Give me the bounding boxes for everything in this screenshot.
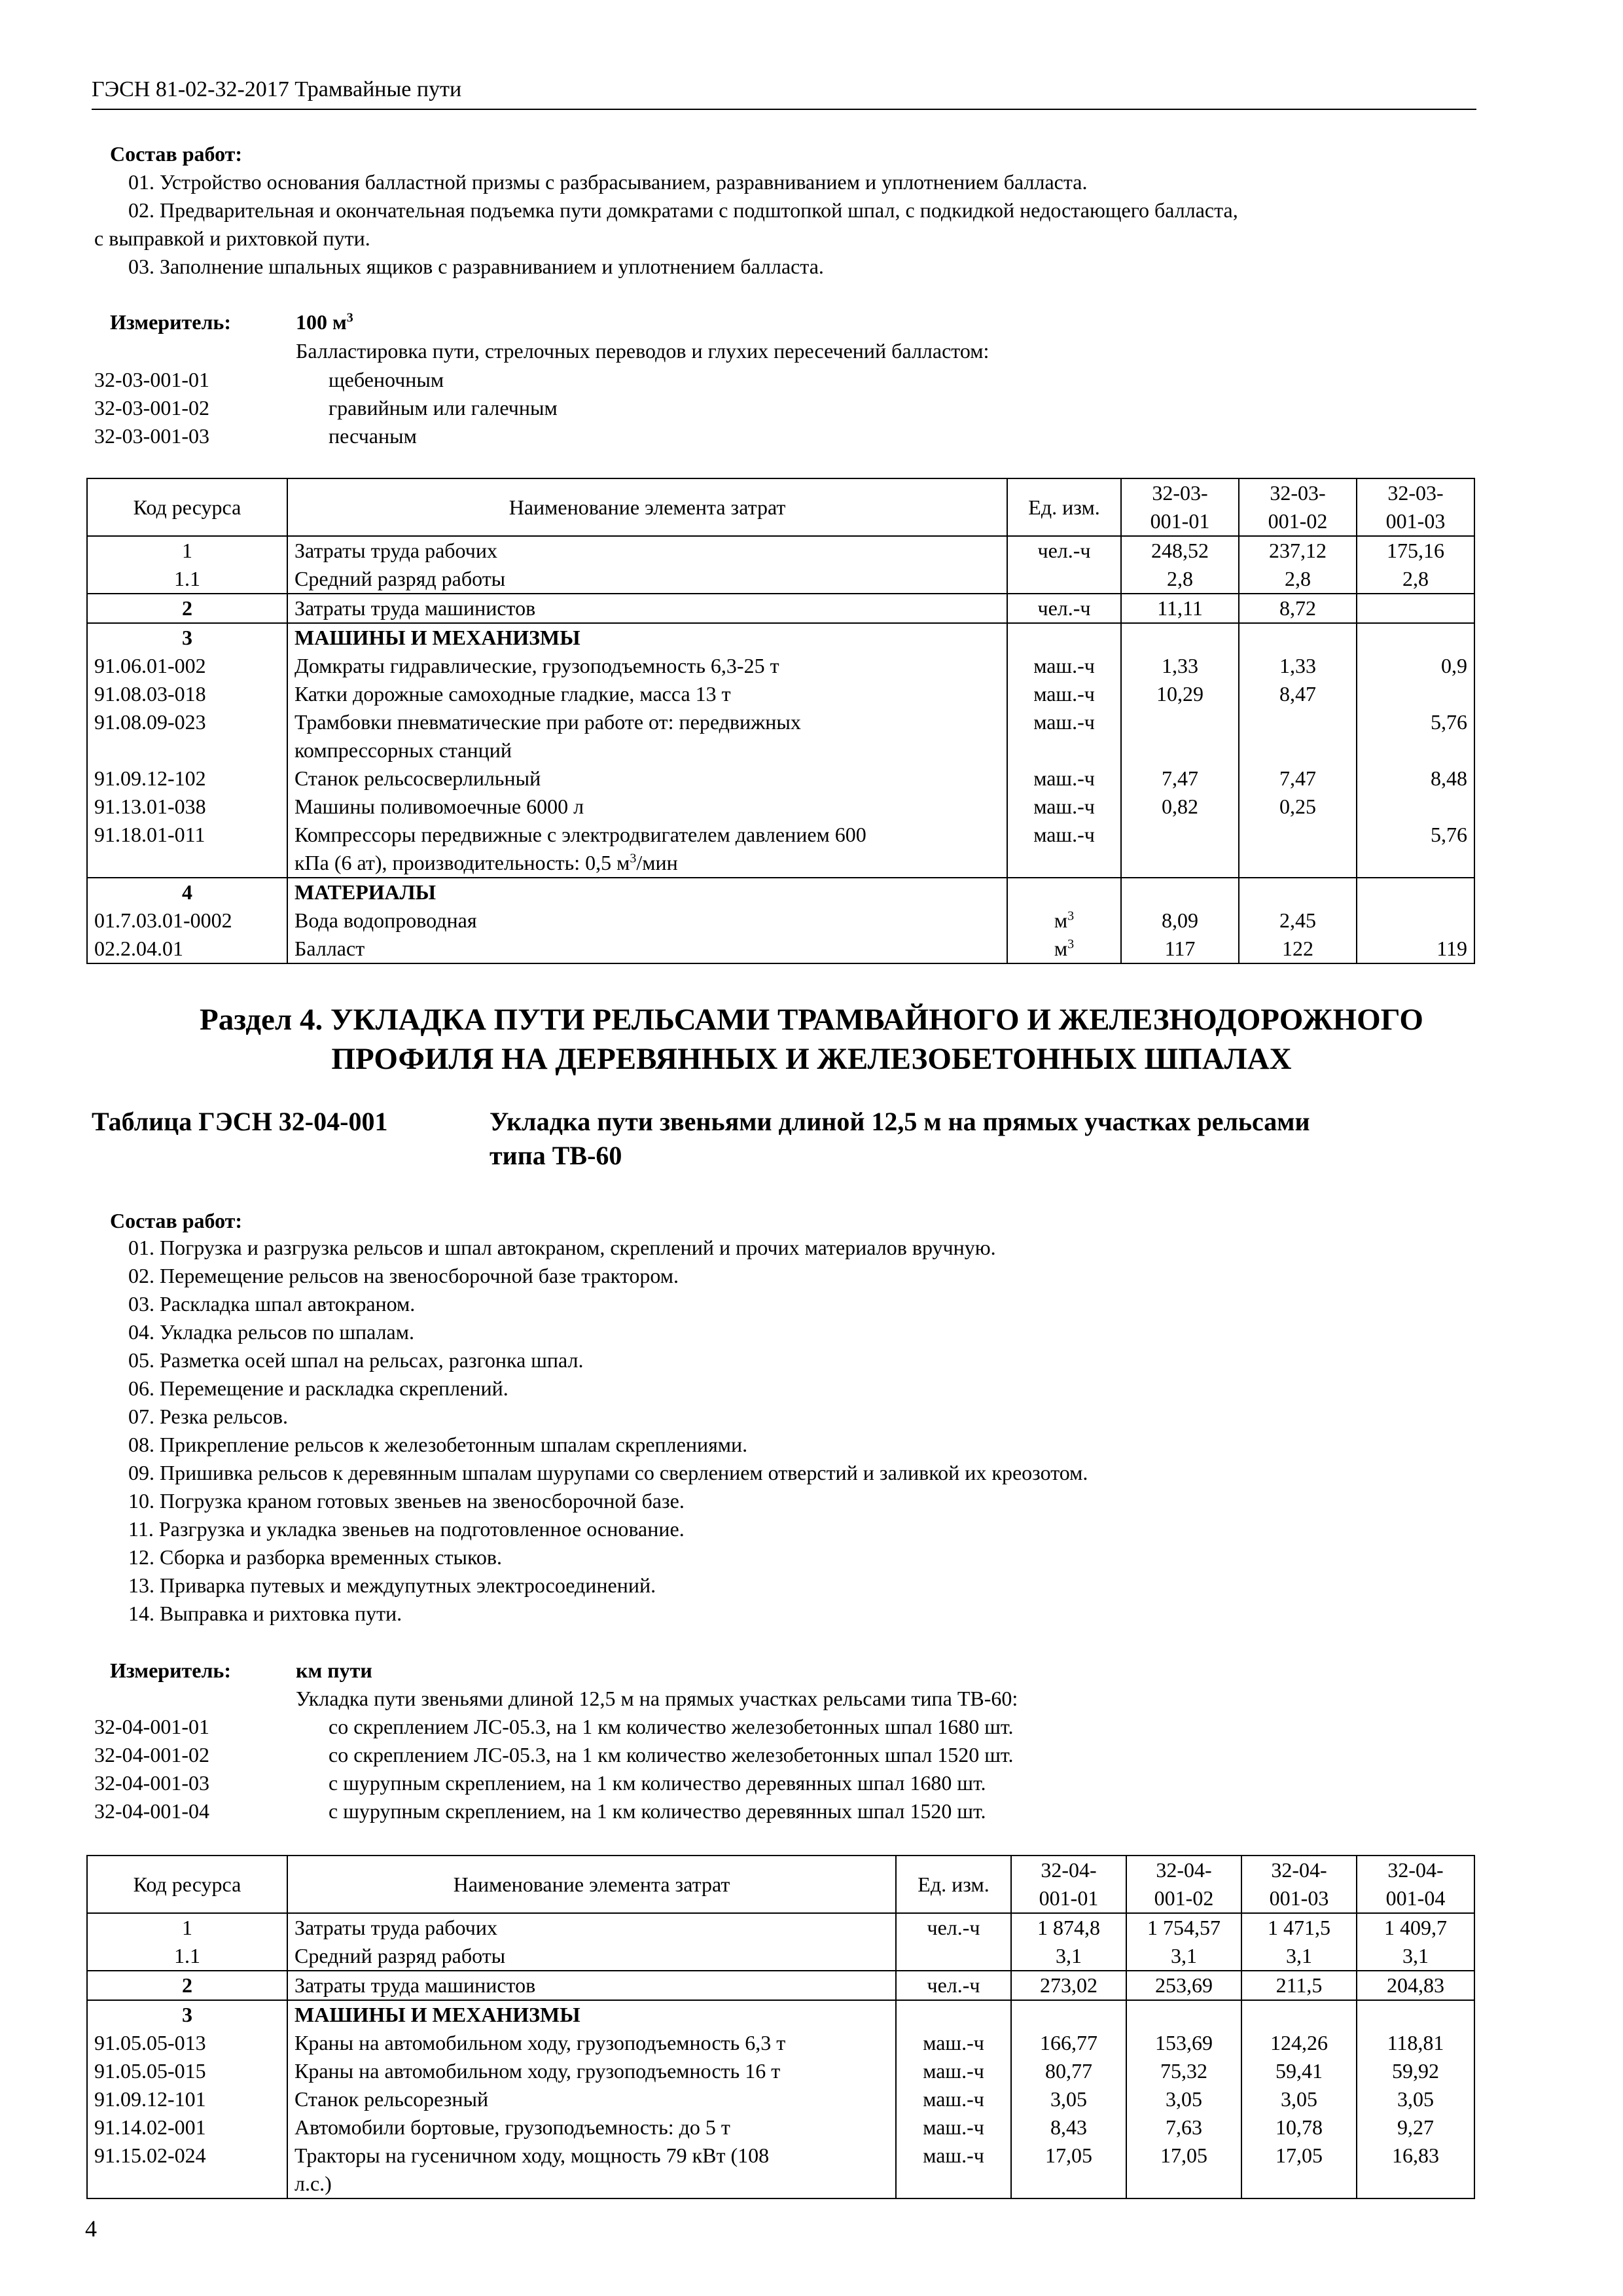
work-item: с выправкой и рихтовкой пути. [94,226,370,250]
table-row: 3 МАШИНЫ И МЕХАНИЗМЫ [87,623,1474,652]
work-item: 13. Приварка путевых и междупутных электросоединений. [128,1573,656,1597]
table-row: 01.7.03.01-0002 Вода водопроводная $м^3$ 8,09 2,45 [87,906,1474,935]
running-header: ГЭСН 81-02-32-2017 Трамвайные пути [92,77,462,101]
table-row: 1.1 Средний разряд работы 2,8 2,8 2,8 [87,565,1474,594]
table-row: 91.08.09-023 Трамбовки пневматические при работе от: передвижных компрессорных станций маш.-ч 5,76 [87,708,1474,764]
table-row: 91.06.01-002 Домкраты гидравлические, грузоподъемность 6,3-25 т маш.-ч 1,33 1,33 0,9 [87,652,1474,680]
section-title-line1: Раздел 4. УКЛАДКА ПУТИ РЕЛЬСАМИ ТРАМВАЙНОГО И ЖЕЛЕЗНОДОРОЖНОГО [200,1003,1423,1037]
norm-text: щебеночным [329,368,444,391]
table-row: 91.09.12-102 Станок рельсосверлильный маш.-ч 7,47 7,47 8,48 [87,764,1474,793]
resource-table-2 [86,1855,1475,2199]
work-item: 06. Перемещение и раскладка скреплений. [128,1376,508,1400]
table-row: 91.15.02-024 Тракторы на гусеничном ходу, мощность 79 кВт (108 л.с.) маш.-ч 17,05 17,05 17,05 16,83 [87,2142,1474,2198]
work-item: 11. Разгрузка и укладка звеньев на подготовленное основание. [128,1517,685,1541]
norm-code: 32-04-001-03 [94,1771,209,1795]
col-header-norm: 32-04- 001-01 [1011,1856,1126,1913]
table-row: 1.1 Средний разряд работы 3,1 3,1 3,1 3,1 [87,1942,1474,1971]
meter-value: км пути [296,1659,372,1682]
norm-code: 32-04-001-01 [94,1715,209,1738]
header-rule [92,109,1476,110]
table-label: Таблица ГЭСН 32-04-001 [92,1107,388,1136]
work-item: 12. Сборка и разборка временных стыков. [128,1545,503,1569]
meter-value: 100 $м^3$ [296,310,353,334]
norm-text: с шурупным скреплением, на 1 км количество деревянных шпал 1520 шт. [329,1799,986,1823]
work-item: 10. Погрузка краном готовых звеньев на звеносборочной базе. [128,1489,685,1513]
work-item: 01. Погрузка и разгрузка рельсов и шпал автокраном, скреплений и прочих материалов вручную. [128,1236,996,1259]
table-row: 3 МАШИНЫ И МЕХАНИЗМЫ [87,2000,1474,2029]
work-item: 08. Прикрепление рельсов к железобетонным шпалам скреплениями. [128,1433,748,1456]
meter-label: Измеритель: [110,1659,231,1682]
norm-code: 32-03-001-01 [94,368,209,391]
table-row: 91.09.12-101 Станок рельсорезный маш.-ч 3,05 3,05 3,05 3,05 [87,2085,1474,2113]
page-number: 4 [85,2215,97,2242]
resource-table-1 [86,478,1475,964]
table-title: Укладка пути звеньями длиной 12,5 м на прямых участках рельсами [490,1107,1310,1136]
work-item: 03. Заполнение шпальных ящиков с разравниванием и уплотнением балласта. [128,255,824,278]
norm-code: 32-03-001-02 [94,396,209,420]
work-item: 01. Устройство основания балластной призмы с разбрасыванием, разравниванием и уплотнением балласта. [128,170,1088,194]
table-row: 2 Затраты труда машинистов чел.-ч 273,02 253,69 211,5 204,83 [87,1971,1474,2000]
work-item: 02. Предварительная и окончательная подъемка пути домкратами с подштопкой шпал, с подкидкой недостающего балласта, [128,198,1238,222]
col-header-name: Наименование элемента затрат [287,478,1007,536]
norm-code: 32-04-001-02 [94,1743,209,1767]
work-item: 05. Разметка осей шпал на рельсах, разгонка шпал. [128,1348,584,1372]
norm-text: песчаным [329,424,417,448]
norm-code: 32-03-001-03 [94,424,209,448]
work-item: 07. Резка рельсов. [128,1405,288,1428]
col-header-norm: 32-03- 001-03 [1357,478,1474,536]
table-row: 91.18.01-011 Компрессоры передвижные с электродвигателем давлением 600 кПа (6 ат), производительность: 0,5 $м^3$/мин маш.-ч 5,76 [87,821,1474,878]
norm-code: 32-04-001-04 [94,1799,209,1823]
table-row: 91.13.01-038 Машины поливомоечные 6000 л маш.-ч 0,82 0,25 [87,793,1474,821]
col-header-name: Наименование элемента затрат [287,1856,896,1913]
col-header-norm: 32-04- 001-03 [1241,1856,1357,1913]
norm-description: Укладка пути звеньями длиной 12,5 м на прямых участках рельсами типа ТВ-60: [296,1687,1018,1710]
col-header-norm: 32-04- 001-04 [1357,1856,1474,1913]
work-item: 14. Выправка и рихтовка пути. [128,1602,402,1625]
col-header-norm: 32-03- 001-01 [1121,478,1239,536]
work-item: 09. Пришивка рельсов к деревянным шпалам шурупами со сверлением отверстий и заливкой их креозотом. [128,1461,1088,1484]
norm-text: со скреплением ЛС-05.3, на 1 км количество железобетонных шпал 1520 шт. [329,1743,1014,1767]
table-row: 2 Затраты труда машинистов чел.-ч 11,11 8,72 [87,594,1474,623]
table-row: 91.05.05-013 Краны на автомобильном ходу, грузоподъемность 6,3 т маш.-ч 166,77 153,69 124,26 118,81 [87,2029,1474,2057]
norm-text: с шурупным скреплением, на 1 км количество деревянных шпал 1680 шт. [329,1771,986,1795]
table-row: 02.2.04.01 Балласт $м^3$ 117 122 119 [87,935,1474,963]
table-row: 1 Затраты труда рабочих чел.-ч 248,52 237,12 175,16 [87,536,1474,565]
col-header-unit: Ед. изм. [896,1856,1011,1913]
table-row: 91.14.02-001 Автомобили бортовые, грузоподъемность: до 5 т маш.-ч 8,43 7,63 10,78 9,27 [87,2113,1474,2142]
work-item: 03. Раскладка шпал автокраном. [128,1292,416,1316]
table-row: 1 Затраты труда рабочих чел.-ч 1 874,8 1 754,57 1 471,5 1 409,7 [87,1913,1474,1942]
work-item: 02. Перемещение рельсов на звеносборочной базе трактором. [128,1264,679,1287]
col-header-unit: Ед. изм. [1007,478,1121,536]
col-header-norm: 32-04- 001-02 [1126,1856,1241,1913]
table-row: 91.08.03-018 Катки дорожные самоходные гладкие, масса 13 т маш.-ч 10,29 8,47 [87,680,1474,708]
col-header-code: Код ресурса [87,1856,287,1913]
work-item: 04. Укладка рельсов по шпалам. [128,1320,414,1344]
table-title-cont: типа ТВ-60 [490,1141,622,1170]
norm-text: со скреплением ЛС-05.3, на 1 км количество железобетонных шпал 1680 шт. [329,1715,1014,1738]
meter-label: Измеритель: [110,310,231,334]
works-title: Состав работ: [110,1209,243,1232]
col-header-norm: 32-03- 001-02 [1239,478,1357,536]
works-title: Состав работ: [110,142,243,166]
table-row: 4 МАТЕРИАЛЫ [87,878,1474,906]
col-header-code: Код ресурса [87,478,287,536]
section-title-line2: ПРОФИЛЯ НА ДЕРЕВЯННЫХ И ЖЕЛЕЗОБЕТОННЫХ ШПАЛАХ [331,1042,1292,1076]
norm-text: гравийным или галечным [329,396,558,420]
norm-description: Балластировка пути, стрелочных переводов и глухих пересечений балластом: [296,339,990,363]
table-row: 91.05.05-015 Краны на автомобильном ходу, грузоподъемность 16 т маш.-ч 80,77 75,32 59,41 59,92 [87,2057,1474,2085]
